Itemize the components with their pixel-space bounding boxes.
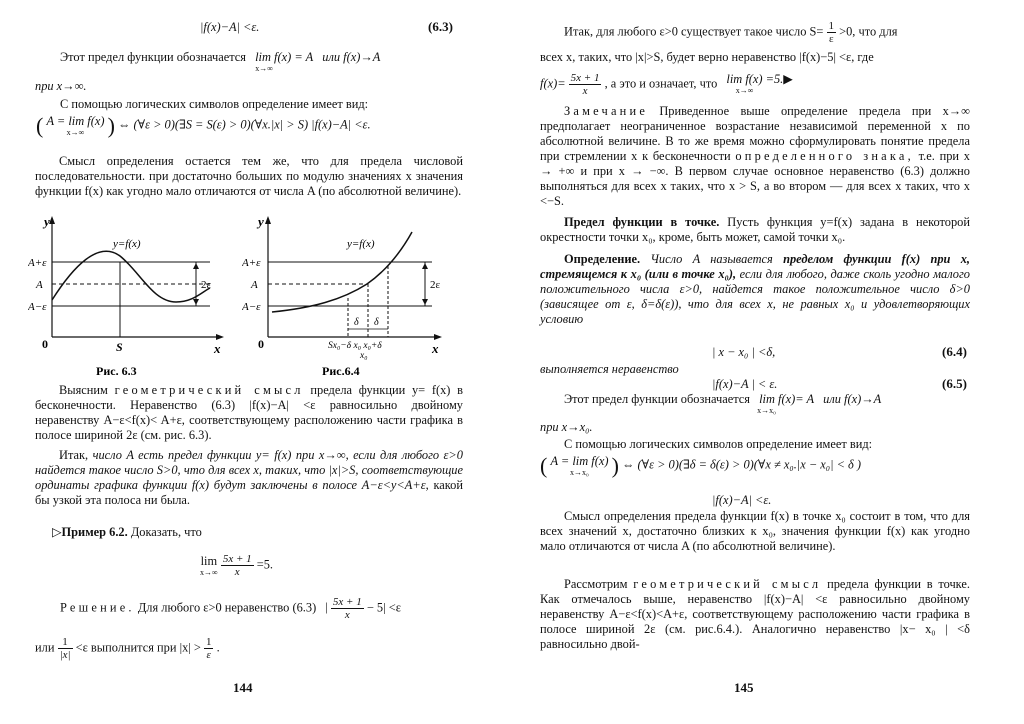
italic-text: Число A называется [650,252,773,266]
text: т.е. при x → +∞ и при x → −∞. В первом случае основное неравенство (6.3) должно выполняться для всех x таких, что x > S, а во втором — для всех x таких, что x <−S. [540,149,970,208]
equation-number-6-4: (6.4) [942,344,967,359]
numerator: 1 [58,636,73,649]
text: Этот предел функции обозначается [60,50,246,64]
text: . [216,640,220,655]
label-delta-left: δ [354,317,359,328]
label-origin: 0 [258,337,264,351]
bracket-arrow-up-icon [193,263,199,269]
figure-caption: Рис. 6.3 [96,364,137,378]
example-formula [200,553,273,578]
x-tick-labels: Sx₀−δ x₀ x₀+δ [328,341,382,351]
label-2eps: 2ε [430,279,441,291]
x-axis-arrow-icon [216,334,224,340]
limit-expression [726,72,792,95]
text: − 5| <ε [366,600,401,615]
text-line: С помощью логических символов определение имеет вид: [564,437,873,451]
equals: =5. [256,557,274,572]
text-line [564,20,897,45]
denominator: x [234,566,240,578]
limit-formula: lim f(x)= A [759,392,815,406]
page-number: 145 [734,680,754,695]
denominator: ε [828,33,834,45]
limit-subscript: x→∞ [200,568,218,577]
equation-number-6-3: (6.3) [428,19,453,34]
text: >0, что для [839,24,898,39]
numerator: 1 [205,636,212,648]
text: , а это и означает, что [604,76,718,91]
page-145 [512,0,1024,724]
figure-6-3 [28,212,228,382]
label-a: A [36,279,43,291]
denominator: ε [206,649,211,661]
limit-subscript: x→∞ [255,64,273,73]
bold-heading: Определение. [564,252,641,266]
spaced-term: определенного знака, [735,149,914,163]
text: или [35,640,55,655]
label-x0: x₀ [360,351,368,361]
text: Итак, для любого ε>0 существует такое число S= [564,24,824,39]
limit-formula: lim f(x) =5.▶ [726,72,793,86]
paren-close: ) [611,453,619,478]
limit-alternative: или f(x)→A [322,50,381,64]
limit-formula: A = lim f(x) [550,454,609,468]
label-a-plus-eps: A+ε [242,257,261,269]
numerator: 1 [828,20,834,32]
figure-6-4 [242,212,452,382]
paren-open: ( [36,113,44,138]
label-s: S [116,340,123,354]
example-heading [52,525,202,540]
abs-open: | [325,600,328,615]
text: Приведенное выше определение предела при x→∞ предполагает неограниченное возрастание независимой переменной x по абсолютной величине. В то же время можно сформулировать понятие предела при стремлении x к бесконечности [540,104,970,163]
fraction [569,72,602,97]
paragraph-meaning: Смысл определения остается тем же, что для предела числовой последовательности. при достаточно больших по модулю значениях x значения функции f(x) как угодно мало отличаются от числа A (по абсолютной величине). [35,154,463,198]
paragraph-summary [35,448,463,508]
equation-6-3: |f(x)−A| <ε. [200,20,260,34]
limit-formula: lim f(x) = A [255,50,314,64]
denominator: |x| [59,649,71,661]
x-label: x [214,341,221,356]
paren-open: ( [540,453,548,478]
paren-close: ) [107,113,115,138]
limit-subscript: x→x₀ [570,468,589,477]
logic-formula [540,454,861,477]
text-line: при x→x₀. [540,420,593,434]
limit-expression [550,454,608,477]
logic-condition: ⇔ (∀ε > 0)(∃S = S(ε) > 0)(∀x.|x| > S) |f(x)−A| <ε. [118,117,371,132]
paragraph-geometric-meaning-point [540,577,970,652]
limit-alternative: или f(x)→A [823,392,882,406]
bold-italic-term: пределом функции f(x) при x, стремящемся к x₀ (или в точке x₀), [540,252,970,281]
text: Этот предел функции обозначается [564,392,750,406]
text: Выясним [59,383,108,397]
label-origin: 0 [42,337,48,351]
denominator: x [344,609,350,621]
limit-expression [255,50,313,73]
text: <ε выполнится при |x| > [75,640,201,655]
numerator: 5x + 1 [570,72,600,84]
x-label: x [432,341,439,356]
logic-formula [36,114,371,137]
spaced-term: Замечание [564,104,649,118]
label-delta-right: δ [374,317,379,328]
fraction [827,20,837,45]
bracket-arrow-down-icon [193,299,199,305]
text: предела функции в точке. Как отмечалось выше, неравенство |f(x)−A| <ε равносильно двойному неравенству A−ε<f(x)<A+ε, соответствующему расположению части графика в полосе шириной 2ε (см. рис.6.4.). Аналогично неравенство |x− x₀ | <δ равносильно двой- [540,577,970,651]
text: Рассмотрим [564,577,628,591]
text-line: всех x, таких, что |x|>S, будет верно неравенство |f(x)−5| <ε, где [540,50,874,64]
y-label: y [258,214,264,229]
text: Пусть функция y=f(x) задана в некоторой окрестности точки x₀, кроме, быть может, самой точки x₀. [540,215,970,244]
equation-number-6-5: (6.5) [942,376,967,391]
text: Для любого ε>0 неравенство (6.3) [137,600,317,615]
italic-definition: число A есть предел функции y= f(x) при x→∞, если для любого ε>0 найдется такое число S>0, что для всех x, таких, что |x|>S, соответствующие ординаты графика функции f(x) будут заключены в полосе A−ε<y<A+ε, [35,448,463,492]
paragraph-geometric-meaning [35,383,463,443]
italic-text: если для любого, даже сколь угодно малого положительного числа ε>0, найдется такое положительное число δ>0 (зависящее от ε, δ=δ(ε)), что для всех x, не равных x₀ и удовлетворяющих условию [540,267,971,326]
curve-label: y=f(x) [347,238,375,250]
text: Доказать, что [130,525,202,539]
label-a-minus-eps: A−ε [28,301,47,313]
fraction [58,636,73,661]
denominator: x [582,85,588,97]
bracket-arrow-down-icon [422,299,428,305]
numerator: 5x + 1 [332,596,362,608]
paragraph-remark [540,104,970,209]
lim: lim [200,554,218,568]
spaced-term: Решение. [60,600,135,615]
bold-heading: Предел функции в точке. [564,215,720,229]
spaced-term: геометрический смысл [114,383,304,397]
label-a-minus-eps: A−ε [242,301,261,313]
limit-notation-line [564,392,881,415]
curve-label: y=f(x) [113,238,141,250]
page-number: 144 [233,680,253,695]
text-line [540,72,793,97]
equation-6-5: |f(x)−A | < ε. [712,377,778,391]
y-axis-arrow-icon [49,216,55,224]
label-a-plus-eps: A+ε [28,257,47,269]
fraction [331,596,364,621]
paragraph-meaning-point: Смысл определения предела функции f(x) в точке x₀ состоит в том, что для всех значений x, достаточно близких к x₀, значения функции f(x) как угодно мало отличаются от числа A (по абсолютной величине). [540,509,970,553]
example-label: ▷Пример 6.2. [52,525,128,539]
paragraph-definition [540,252,970,327]
label-a: A [251,279,258,291]
limit-expression [46,114,104,137]
numerator: 5x + 1 [222,553,252,565]
text: f(x)= [540,76,566,91]
solution-line-2 [35,636,220,661]
y-label: y [44,214,50,229]
solution-line [60,596,401,621]
text: какой бы узкой эта полоса ни была. [35,478,464,507]
y-axis-arrow-icon [265,216,271,224]
logic-formula-end: |f(x)−A| <ε. [712,493,772,507]
text: Итак, [59,448,89,462]
text-line: С помощью логических символов определение имеет вид: [60,97,369,111]
curve-fx [52,251,210,302]
bracket-arrow-up-icon [422,263,428,269]
text-line: выполняется неравенство [540,362,679,376]
limit-formula: A = lim f(x) [46,114,105,128]
logic-condition: ⇔ (∀ε > 0)(∃δ = δ(ε) > 0)(∀x ≠ x₀.|x − x₀| < δ ) [622,457,862,472]
fraction [204,636,214,661]
limit-subscript: x→x₀ [757,406,776,415]
paragraph-limit-at-point [540,215,970,245]
limit-expression [200,554,218,577]
label-2eps: 2ε [201,279,212,291]
x-axis-arrow-icon [434,334,442,340]
text: предела функции y= f(x) в бесконечности. Неравенство (6.3) |f(x)−A| <ε равносильно двойному неравенству A−ε<f(x)< A+ε, соответствующему расположению части графика в полосе шириной 2ε (см. рис. 6.3). [35,383,463,442]
equation-6-4: | x − x₀ | <δ, [712,345,776,359]
limit-subscript: x→∞ [66,128,85,137]
spaced-term: геометрический смысл [633,577,822,591]
figure-caption: Рис.6.4 [322,364,360,378]
curve-fx [272,232,412,312]
text-line: при x→∞. [35,79,87,93]
limit-expression [759,392,814,415]
fraction [221,553,254,578]
limit-notation-line [60,50,380,73]
limit-subscript: x→∞ [735,86,754,95]
